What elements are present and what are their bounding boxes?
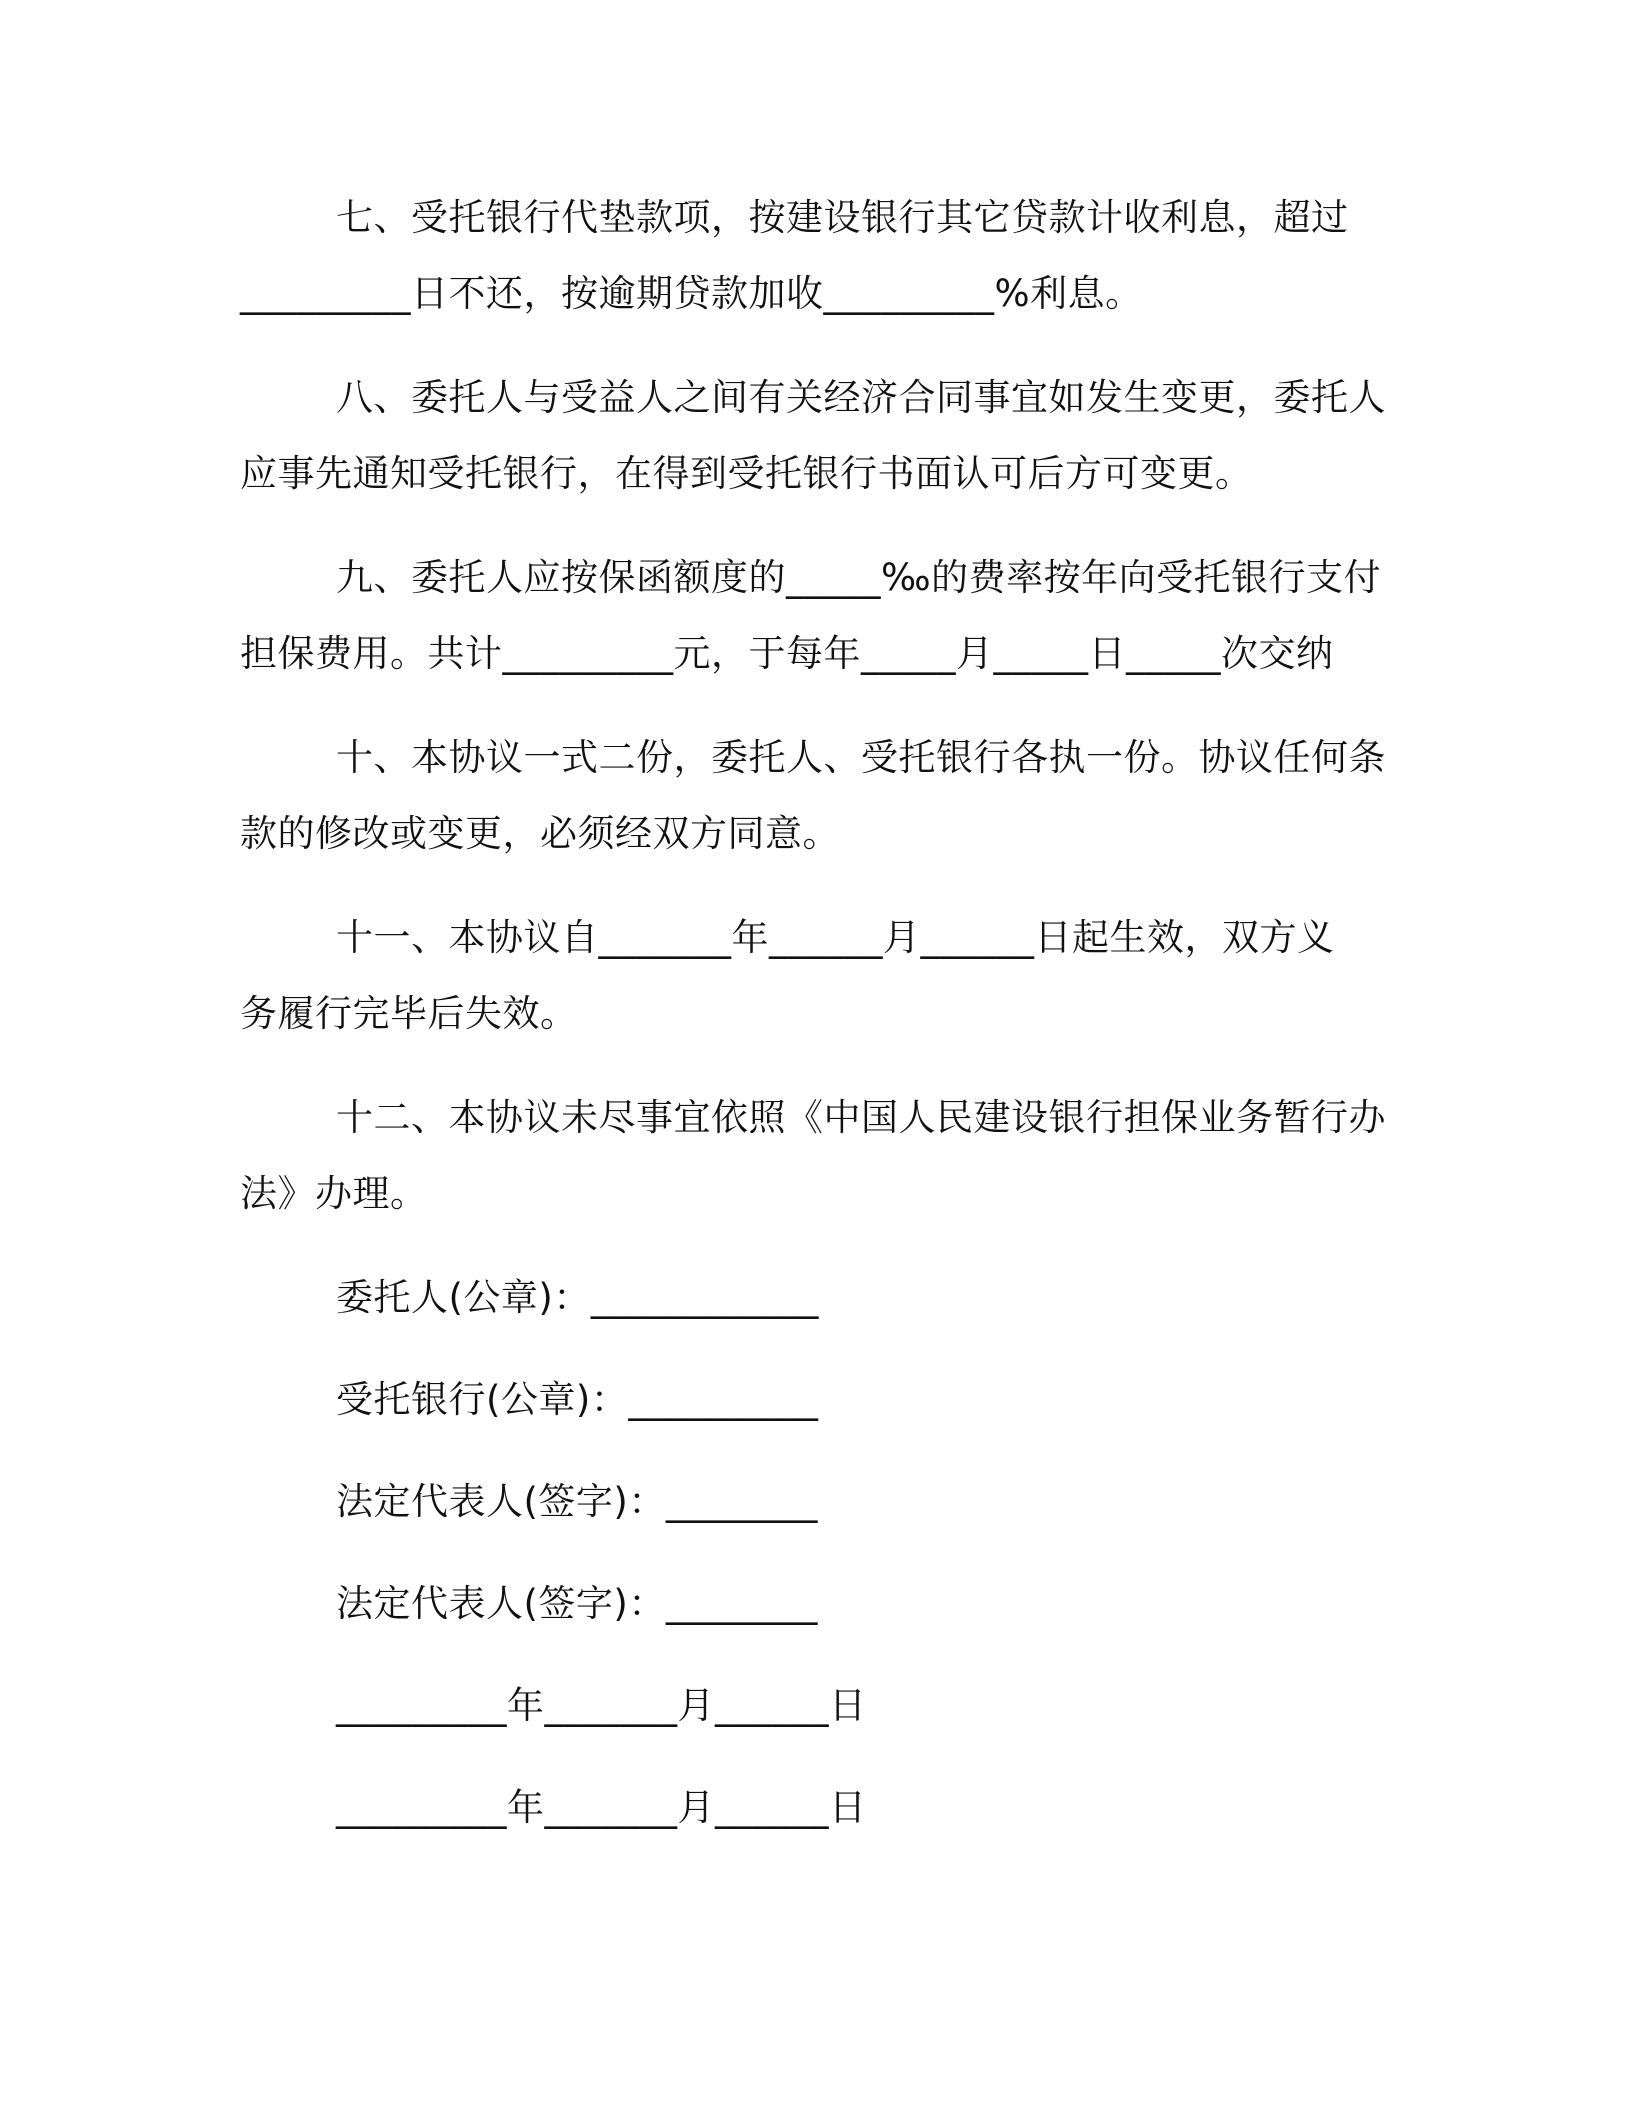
date-line-1: _________年_______月______日 (336, 1684, 867, 1727)
bank-seal-line: 受托银行(公章)：__________ (336, 1378, 819, 1421)
clause-8-line-2: 应事先通知受托银行，在得到受托银行书面认可后方可变更。 (240, 452, 1253, 495)
legal-rep-signature-line-1: 法定代表人(签字)：________ (336, 1480, 818, 1523)
clause-7-line-2: _________日不还，按逾期贷款加收_________%利息。 (240, 272, 1143, 315)
clause-9-line-2: 担保费用。共计_________元，于每年_____月_____日_____次交纳 (240, 632, 1334, 675)
clause-11-line-2: 务履行完毕后失效。 (240, 992, 578, 1035)
principal-seal-line: 委托人(公章)：____________ (336, 1276, 819, 1319)
legal-rep-signature-line-2: 法定代表人(签字)：________ (336, 1582, 818, 1625)
clause-7-line-1: 七、受托银行代垫款项，按建设银行其它贷款计收利息，超过 (336, 196, 1349, 239)
clause-12-line-1: 十二、本协议未尽事宜依照《中国人民建设银行担保业务暂行办 (336, 1096, 1386, 1139)
clause-10-line-2: 款的修改或变更，必须经双方同意。 (240, 812, 840, 855)
clause-10-line-1: 十、本协议一式二份，委托人、受托银行各执一份。协议任何条 (336, 736, 1386, 779)
clause-12-line-2: 法》办理。 (240, 1172, 428, 1215)
clause-11-line-1: 十一、本协议自_______年______月______日起生效，双方义 (336, 916, 1335, 959)
clause-8-line-1: 八、委托人与受益人之间有关经济合同事宜如发生变更，委托人 (336, 376, 1386, 419)
clause-9-line-1: 九、委托人应按保函额度的_____‰的费率按年向受托银行支付 (336, 556, 1382, 599)
date-line-2: _________年_______月______日 (336, 1786, 867, 1829)
